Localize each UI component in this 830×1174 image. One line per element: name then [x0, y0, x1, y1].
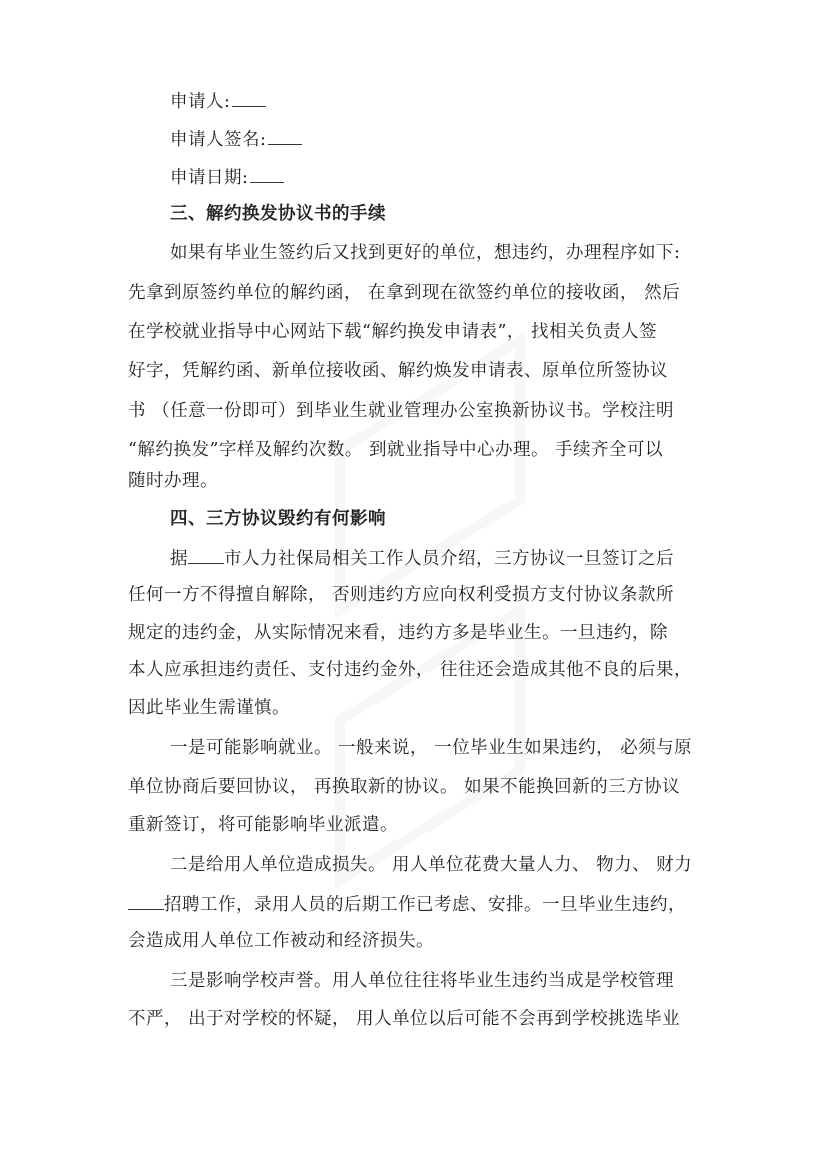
signature-blank [268, 126, 302, 145]
date-line [170, 164, 284, 190]
section4-line: 因此毕业生需谨慎。 [128, 698, 290, 718]
signature-line [170, 126, 302, 152]
section4-line: 二是给用人单位造成损失。 用人单位花费大量人力、 物力、 财力 [170, 855, 693, 875]
applicant-line [170, 88, 266, 114]
applicant-label: 申请人: [170, 92, 231, 112]
section3-line: 随时办理。 [128, 471, 218, 491]
section4-line: 本人应承担违约责任、支付违约金外， 往往还会造成其他不良的后果， [128, 660, 693, 680]
section4-p3-second [128, 891, 686, 917]
signature-label: 申请人签名: [170, 130, 267, 150]
section4-line: 不严， 出于对学校的怀疑， 用人单位以后可能不会再到学校挑选毕业 [128, 1009, 681, 1029]
section3-line: 好字，凭解约函、新单位接收函、解约焕发申请表、原单位所签协议 [128, 361, 668, 381]
p1-start-text: 据 [170, 549, 188, 569]
applicant-blank [232, 88, 266, 107]
section4-heading: 四、三方协议毁约有何影响 [170, 509, 386, 529]
section4-line: 会造成用人单位工作被动和经济损失。 [128, 931, 434, 951]
date-blank [250, 164, 284, 183]
section4-line: 一是可能影响就业。 一般来说， 一位毕业生如果违约， 必须与原 [170, 738, 693, 758]
section3-line: 在学校就业指导中心网站下载“解约换发申请表”， 找相关负责人签 [128, 322, 657, 342]
p3-second-rest-text: 招聘工作，录用人员的后期工作已考虑、安排。一旦毕业生违约， [164, 895, 686, 915]
section4-p1-first [170, 545, 674, 571]
p1-first-rest-text: 市人力社保局相关工作人员介绍，三方协议一旦签订之后 [224, 549, 674, 569]
section3-line: “解约换发”字样及解约次数。 到就业指导中心办理。 手续齐全可以 [128, 440, 664, 460]
section4-line: 规定的违约金，从实际情况来看，违约方多是毕业生。一旦违约，除 [128, 623, 668, 643]
section3-line: 如果有毕业生签约后又找到更好的单位，想违约，办理程序如下: [170, 243, 681, 263]
watermark-logo [300, 300, 560, 940]
section3-line: 先拿到原签约单位的解约函， 在拿到现在欲签约单位的接收函， 然后 [128, 283, 681, 303]
section3-heading: 三、解约换发协议书的手续 [170, 204, 386, 224]
section3-line: 书 （任意一份即可）到毕业生就业管理办公室换新协议书。学校注明 [128, 401, 675, 421]
section4-line: 任何一方不得擅自解除， 否则违约方应向权利受损方支付协议条款所 [128, 585, 675, 605]
date-label: 申请日期: [170, 168, 249, 188]
section4-line: 重新签订，将可能影响毕业派遣。 [128, 815, 398, 835]
recruit-blank [128, 891, 164, 910]
section4-line: 单位协商后要回协议， 再换取新的协议。 如果不能换回新的三方协议 [128, 777, 681, 797]
section4-line: 三是影响学校声誉。用人单位往往将毕业生违约当成是学校管理 [170, 971, 674, 991]
city-blank [188, 545, 224, 564]
